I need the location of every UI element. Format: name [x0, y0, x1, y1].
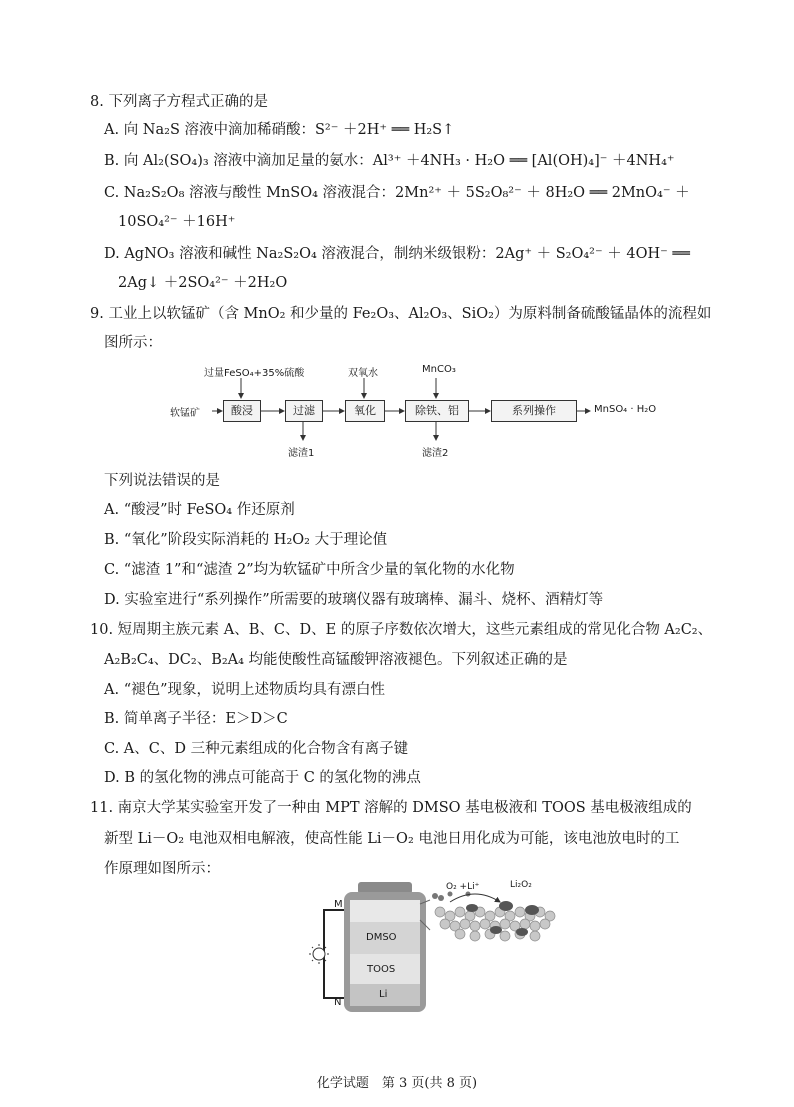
q11-stem-line2: 新型 Li－O₂ 电池双相电解液，使高性能 Li－O₂ 电池日用化成为可能，该电池放电时的工: [104, 831, 680, 847]
battery-product-label: Li₂O₂: [510, 880, 532, 890]
q11-stem-line1: 11. 南京大学某实验室开发了一种由 MPT 溶解的 DMSO 基电极液和 TOOS 基电极液组成的: [90, 800, 692, 816]
q8-stem: 8. 下列离子方程式正确的是: [90, 94, 268, 110]
q9-option-c: C. “滤渣 1”和“滤渣 2”均为软锰矿中所含少量的氧化物的水化物: [104, 562, 515, 578]
layer-dmso-label: DMSO: [366, 932, 397, 943]
q9-option-d: D. 实验室进行“系列操作”所需要的玻璃仪器有玻璃棒、漏斗、烧杯、酒精灯等: [104, 592, 604, 608]
q8-option-c-line2: 10SO₄²⁻ ＋16H⁺: [118, 214, 236, 230]
battery-figure: [300, 880, 560, 1020]
q9-option-b: B. “氧化”阶段实际消耗的 H₂O₂ 大于理论值: [104, 532, 388, 548]
q10-option-a: A. “褪色”现象，说明上述物质均具有漂白性: [104, 682, 386, 698]
flow-step-series-ops: 系列操作: [491, 400, 577, 422]
flow-step-remove-fe-al: 除铁、铝: [405, 400, 469, 422]
layer-toos-label: TOOS: [367, 964, 396, 975]
flow-start: 软锰矿: [170, 408, 200, 419]
flow-reagent-mnco3: MnCO₃: [422, 364, 456, 375]
q9-option-a: A. “酸浸”时 FeSO₄ 作还原剂: [104, 502, 295, 518]
q10-option-b: B. 简单离子半径：E＞D＞C: [104, 711, 288, 727]
q10-option-c: C. A、C、D 三种元素组成的化合物含有离子键: [104, 741, 409, 757]
q10-option-d: D. B 的氢化物的沸点可能高于 C 的氢化物的沸点: [104, 770, 421, 786]
flow-residue-1: 滤渣1: [288, 448, 315, 459]
flow-step-acid-leach: 酸浸: [223, 400, 261, 422]
q8-option-d-line1: D. AgNO₃ 溶液和碱性 Na₂S₂O₄ 溶液混合，制纳米级银粉：2Ag⁺ ＋ S₂O₄²⁻ ＋ 4OH⁻ ══: [104, 246, 690, 262]
electrode-n-label: N: [334, 997, 342, 1008]
layer-li-label: Li: [379, 989, 388, 1000]
flow-step-filter: 过滤: [285, 400, 323, 422]
flow-residue-2: 滤渣2: [422, 448, 449, 459]
q8-option-a: A. 向 Na₂S 溶液中滴加稀硝酸：S²⁻ ＋2H⁺ ══ H₂S↑: [104, 122, 455, 138]
flow-step-oxidize: 氧化: [345, 400, 385, 422]
q10-stem-line2: A₂B₂C₄、DC₂、B₂A₄ 均能使酸性高锰酸钾溶液褪色。下列叙述正确的是: [104, 652, 568, 668]
q9-ask: 下列说法错误的是: [104, 473, 220, 489]
q9-stem-line1: 9. 工业上以软锰矿（含 MnO₂ 和少量的 Fe₂O₃、Al₂O₃、SiO₂）为原料制备硫酸锰晶体的流程如: [90, 306, 712, 322]
q8-option-b: B. 向 Al₂(SO₄)₃ 溶液中滴加足量的氨水：Al³⁺ ＋4NH₃ · H₂O ══ [Al(OH)₄]⁻ ＋4NH₄⁺: [104, 153, 675, 169]
q11-stem-line3: 作原理如图所示：: [104, 861, 220, 877]
q10-stem-line1: 10. 短周期主族元素 A、B、C、D、E 的原子序数依次增大，这些元素组成的常见化合物 A₂C₂、: [90, 622, 713, 638]
flow-reagent-h2o2: 双氧水: [348, 368, 378, 379]
q8-option-d-line2: 2Ag↓ ＋2SO₄²⁻ ＋2H₂O: [118, 275, 288, 291]
battery-reaction-label: O₂ +Li⁺: [446, 882, 480, 892]
electrode-m-label: M: [334, 899, 343, 910]
flow-reagent-feso4: 过量FeSO₄+35%硫酸: [204, 368, 305, 379]
page-footer: 化学试题 第 3 页(共 8 页): [316, 1076, 478, 1091]
flow-product: MnSO₄ · H₂O: [594, 404, 657, 415]
q8-option-c-line1: C. Na₂S₂O₈ 溶液与酸性 MnSO₄ 溶液混合：2Mn²⁺ ＋ 5S₂O₈²⁻ ＋ 8H₂O ══ 2MnO₄⁻ ＋: [104, 185, 690, 201]
q9-stem-line2: 图所示：: [104, 335, 162, 351]
